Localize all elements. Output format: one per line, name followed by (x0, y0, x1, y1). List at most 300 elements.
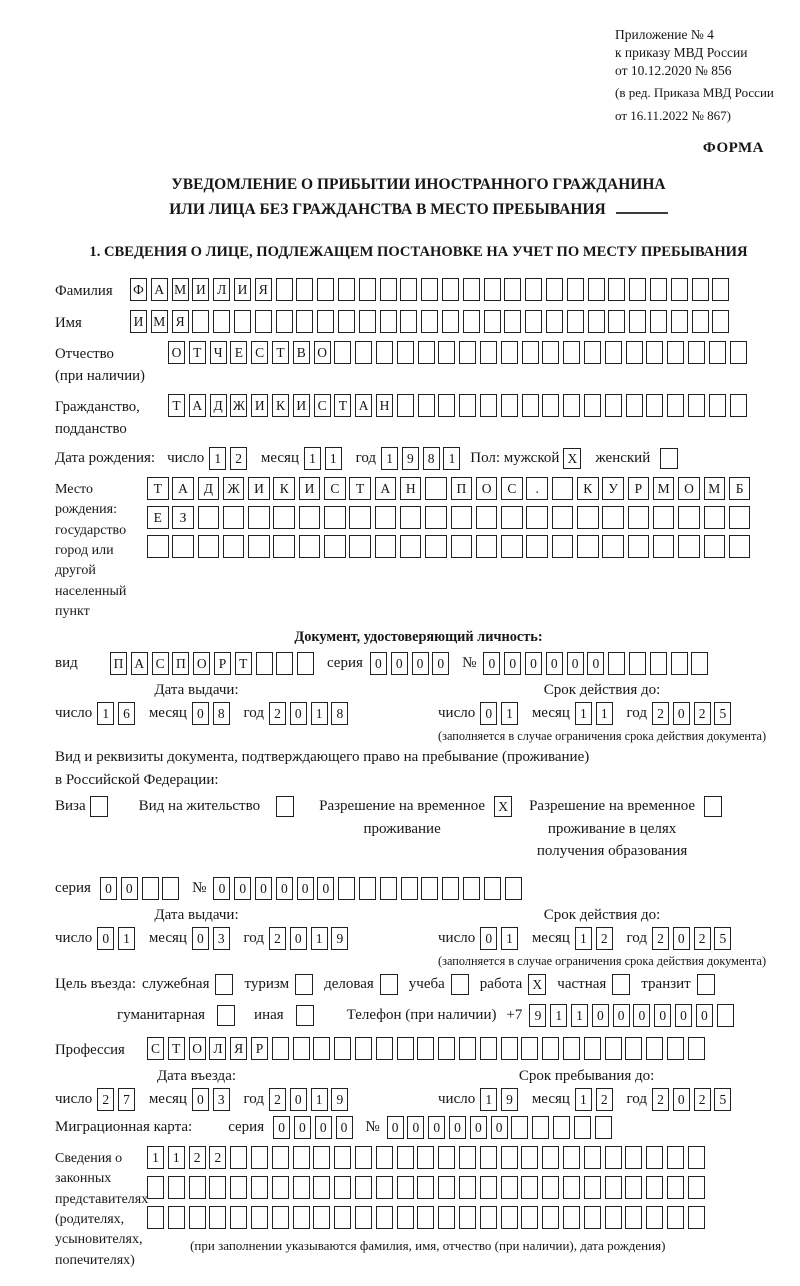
residence-series-row (55, 877, 782, 900)
sex-female-label: женский (595, 450, 651, 467)
form-title (55, 173, 782, 223)
form-cell (653, 506, 675, 529)
form-cell: О (189, 1037, 206, 1060)
form-cell (397, 1206, 414, 1229)
form-cell (313, 1146, 330, 1169)
form-cell (418, 394, 435, 417)
form-cell (248, 506, 270, 529)
form-cell (717, 1004, 734, 1027)
form-cell: 5 (714, 702, 731, 725)
form-cell: 0 (587, 652, 604, 675)
residence-series-cells[interactable] (100, 877, 183, 900)
form-cell (653, 535, 675, 558)
residence-issue-title: Дата выдачи: (154, 906, 239, 923)
stay-until-line (438, 1088, 735, 1111)
purpose-study-checkbox[interactable] (451, 974, 469, 995)
form-cell: 8 (331, 702, 348, 725)
identity-issue-day-cells[interactable] (97, 702, 139, 725)
form-cell (380, 310, 397, 333)
profession-cells[interactable] (147, 1037, 709, 1060)
residence-issue-month-cells[interactable] (192, 927, 234, 950)
option-temp-residence-checkbox[interactable]: X (494, 796, 512, 817)
form-cell: 0 (192, 1088, 209, 1111)
entry-date-col (55, 1068, 438, 1111)
birth-year-cells[interactable] (381, 447, 464, 470)
form-cell (355, 1037, 372, 1060)
form-cell (438, 1206, 455, 1229)
residence-valid-day-cells[interactable] (480, 927, 522, 950)
form-cell (334, 1037, 351, 1060)
purpose-official-label: служебная (141, 975, 210, 992)
purpose-study (409, 974, 473, 995)
doc-kind-cells[interactable] (110, 652, 318, 675)
form-cell (425, 535, 447, 558)
form-cell: А (172, 477, 194, 500)
identity-issue-col (55, 682, 438, 725)
form-cell: Ф (130, 278, 147, 301)
identity-valid-year-cells[interactable] (652, 702, 735, 725)
birth-month-cells[interactable] (304, 447, 346, 470)
representatives-label-line: Сведения о (55, 1151, 123, 1167)
option-education-line: Разрешение на временное (529, 798, 696, 815)
purpose-humanitarian-checkbox[interactable] (217, 1005, 235, 1026)
form-cell (438, 1146, 455, 1169)
form-label: ФОРМА (702, 139, 764, 156)
section1-heading: 1. СВЕДЕНИЯ О ЛИЦЕ, ПОДЛЕЖАЩЕМ ПОСТАНОВКЕ НА УЧЕТ ПО МЕСТУ ПРЕБЫВАНИЯ (89, 244, 748, 261)
entry-month-cells[interactable] (192, 1088, 234, 1111)
form-cell: 0 (370, 652, 387, 675)
birthplace-label-line: населенный пункт (55, 583, 127, 619)
residence-valid-line (438, 927, 766, 950)
profession-row (55, 1037, 782, 1061)
birthplace-cells-row3[interactable] (147, 535, 754, 558)
option-residence-permit-checkbox[interactable] (276, 796, 294, 817)
form-cell (273, 506, 295, 529)
form-cell (542, 1037, 559, 1060)
form-cell: В (293, 341, 310, 364)
doc-series-cells[interactable] (370, 652, 453, 675)
form-cell: 1 (147, 1146, 164, 1169)
purpose-tourism (244, 974, 317, 995)
citizenship-row (55, 394, 782, 440)
representatives-cells-row2[interactable] (147, 1176, 709, 1199)
purpose-work-checkbox[interactable]: X (528, 974, 546, 995)
patronymic-cells[interactable] (168, 341, 750, 364)
purpose-study-label: учеба (408, 975, 445, 992)
form-cell: 0 (276, 877, 293, 900)
form-cell (355, 1146, 372, 1169)
form-cell: 0 (290, 927, 307, 950)
purpose-private-checkbox[interactable] (612, 974, 630, 995)
form-cell: 1 (550, 1004, 567, 1027)
migration-number-cells[interactable] (387, 1116, 616, 1139)
form-cell (355, 341, 372, 364)
birthplace-label-line: государство (55, 522, 127, 538)
form-cell (712, 310, 729, 333)
form-cell (667, 1206, 684, 1229)
form-cell: С (314, 394, 331, 417)
form-cell (542, 394, 559, 417)
form-cell (650, 278, 667, 301)
surname-label: Фамилия (55, 283, 113, 300)
representatives-cells-row1[interactable] (147, 1146, 709, 1169)
form-cell: 2 (209, 1146, 226, 1169)
entry-date-line (55, 1088, 438, 1111)
form-cell (730, 341, 747, 364)
representatives-label-line: попечителях) (55, 1252, 135, 1268)
form-cell: 1 (501, 702, 518, 725)
form-cell: С (147, 1037, 164, 1060)
identity-valid-day-cells[interactable] (480, 702, 522, 725)
form-cell: Н (376, 394, 393, 417)
purpose-official-checkbox[interactable] (215, 974, 233, 995)
phone-cells[interactable] (529, 1004, 737, 1027)
form-cell: Я (230, 1037, 247, 1060)
purpose-official (142, 974, 238, 995)
option-temp-residence-education-checkbox[interactable] (704, 796, 722, 817)
form-cell (504, 278, 521, 301)
birthplace-cells-row1[interactable] (147, 477, 754, 500)
form-cell: 9 (402, 447, 419, 470)
year-label: год (626, 705, 647, 722)
purpose-row1 (55, 974, 782, 995)
purpose-business (324, 974, 402, 995)
form-cell (425, 477, 447, 500)
form-cell (563, 1206, 580, 1229)
form-cell (317, 278, 334, 301)
form-cell (417, 1146, 434, 1169)
form-cell (299, 506, 321, 529)
form-cell: Т (235, 652, 252, 675)
form-cell: А (375, 477, 397, 500)
form-cell: М (172, 278, 189, 301)
form-cell (359, 310, 376, 333)
form-cell: 0 (317, 877, 334, 900)
form-cell (376, 1206, 393, 1229)
form-cell (296, 310, 313, 333)
stay-year-cells[interactable] (652, 1088, 735, 1111)
form-cell: А (355, 394, 372, 417)
form-cell: И (130, 310, 147, 333)
form-cell (442, 278, 459, 301)
purpose-humanitarian-label: гуманитарная (117, 1006, 206, 1023)
form-cell (230, 1176, 247, 1199)
firstname-label: Имя (55, 314, 82, 331)
form-cell (525, 278, 542, 301)
form-cell: О (678, 477, 700, 500)
purpose-business-checkbox[interactable] (380, 974, 398, 995)
identity-valid-line (438, 702, 766, 725)
form-cell (313, 1176, 330, 1199)
purpose-other-checkbox[interactable] (296, 1005, 314, 1026)
form-cell: О (168, 341, 185, 364)
option-visa-checkbox[interactable] (90, 796, 108, 817)
form-cell (729, 535, 751, 558)
phone-prefix: +7 (506, 1006, 523, 1023)
representatives-label-line: законных (55, 1171, 112, 1187)
form-cell (692, 310, 709, 333)
form-cell: 0 (567, 652, 584, 675)
form-cell: Я (172, 310, 189, 333)
form-cell (625, 1206, 642, 1229)
form-cell (334, 1146, 351, 1169)
form-cell (459, 1037, 476, 1060)
representatives-label-line: усыновителях, (55, 1232, 143, 1248)
form-cell (671, 278, 688, 301)
form-cell (574, 1116, 591, 1139)
form-cell: 2 (694, 1088, 711, 1111)
doc-series-label: серия (326, 655, 363, 672)
form-cell (501, 1037, 518, 1060)
month-label: месяц (531, 929, 570, 946)
form-cell (542, 1206, 559, 1229)
form-cell (678, 506, 700, 529)
form-cell (628, 506, 650, 529)
form-cell (276, 652, 293, 675)
form-cell (162, 877, 179, 900)
form-cell (234, 310, 251, 333)
option-temp-residence-line: проживание (363, 820, 441, 837)
form-cell (667, 1176, 684, 1199)
form-cell (459, 1146, 476, 1169)
birthplace-label-line: город или другой (55, 542, 114, 579)
residence-issue-day-cells[interactable] (97, 927, 139, 950)
form-cell (355, 1206, 372, 1229)
residence-issue-year-cells[interactable] (269, 927, 352, 950)
representatives-note: (при заполнении указываются фамилия, имя, отчество (при наличии), дата рождения) (190, 1238, 666, 1254)
form-cell (691, 652, 708, 675)
form-cell (376, 1037, 393, 1060)
migration-card-label: Миграционная карта: (55, 1119, 193, 1136)
form-cell: 0 (213, 877, 230, 900)
form-cell (567, 310, 584, 333)
form-cell: 1 (575, 927, 592, 950)
form-cell (588, 278, 605, 301)
form-cell: И (248, 477, 270, 500)
form-cell: 1 (168, 1146, 185, 1169)
form-cell (338, 278, 355, 301)
form-cell (563, 1176, 580, 1199)
doc-number-label: № (462, 655, 477, 672)
form-cell (397, 341, 414, 364)
form-cell (646, 341, 663, 364)
form-cell (338, 310, 355, 333)
form-cell: 0 (483, 652, 500, 675)
form-cell: А (189, 394, 206, 417)
form-cell: О (314, 341, 331, 364)
form-cell: 0 (675, 1004, 692, 1027)
form-cell (552, 477, 574, 500)
stay-day-cells[interactable] (480, 1088, 522, 1111)
form-cell (608, 310, 625, 333)
purpose-transit-checkbox[interactable] (697, 974, 715, 995)
form-cell (376, 341, 393, 364)
form-cell: 9 (501, 1088, 518, 1111)
form-cell: 7 (118, 1088, 135, 1111)
form-cell (605, 394, 622, 417)
form-cell (501, 1176, 518, 1199)
form-cell (709, 341, 726, 364)
form-cell: 1 (209, 447, 226, 470)
purpose-tourism-checkbox[interactable] (295, 974, 313, 995)
form-cell (552, 535, 574, 558)
form-cell (563, 394, 580, 417)
form-cell (293, 1176, 310, 1199)
form-cell: 1 (97, 702, 114, 725)
sex-female-checkbox[interactable] (660, 448, 678, 469)
form-cell (729, 506, 751, 529)
form-cell (223, 535, 245, 558)
form-cell (417, 1176, 434, 1199)
form-cell (709, 394, 726, 417)
form-cell (400, 506, 422, 529)
form-cell: 0 (673, 927, 690, 950)
form-cell: У (602, 477, 624, 500)
year-label: год (626, 1091, 647, 1108)
purpose-work-label: работа (479, 975, 523, 992)
identity-valid-title: Срок действия до: (543, 682, 661, 699)
form-cell (532, 1116, 549, 1139)
form-cell (355, 1176, 372, 1199)
form-cell (172, 535, 194, 558)
identity-issue-month-cells[interactable] (192, 702, 234, 725)
form-cell (142, 877, 159, 900)
residence-valid-month-cells[interactable] (575, 927, 617, 950)
migration-number-label: № (365, 1119, 380, 1136)
residence-valid-title: Срок действия до: (543, 906, 661, 923)
form-cell: К (272, 394, 289, 417)
form-cell (629, 652, 646, 675)
form-cell: 0 (480, 927, 497, 950)
form-cell (608, 652, 625, 675)
form-cell: Н (400, 477, 422, 500)
form-cell: 0 (273, 1116, 290, 1139)
form-cell (359, 877, 376, 900)
form-cell (442, 310, 459, 333)
form-cell (526, 506, 548, 529)
year-label: год (243, 705, 264, 722)
form-cell: 0 (294, 1116, 311, 1139)
form-cell: 2 (652, 927, 669, 950)
form-cell (484, 877, 501, 900)
form-cell (400, 535, 422, 558)
form-cell: Т (189, 341, 206, 364)
form-title-line2: ИЛИ ЛИЦА БЕЗ ГРАЖДАНСТВА В МЕСТО ПРЕБЫВАНИЯ (169, 200, 606, 218)
stay-month-cells[interactable] (575, 1088, 617, 1111)
form-cell: 1 (575, 1088, 592, 1111)
entry-year-cells[interactable] (269, 1088, 352, 1111)
form-cell (198, 506, 220, 529)
residence-number-cells[interactable] (213, 877, 525, 900)
firstname-cells[interactable] (130, 310, 733, 333)
form-cell (542, 1146, 559, 1169)
form-cell (646, 1146, 663, 1169)
form-cell: Д (198, 477, 220, 500)
entry-day-cells[interactable] (97, 1088, 139, 1111)
day-label: число (55, 929, 93, 946)
form-cell: Е (230, 341, 247, 364)
day-label: число (167, 450, 205, 467)
edition-line: от 16.11.2022 № 867) (615, 107, 732, 123)
migration-series-cells[interactable] (273, 1116, 356, 1139)
purpose-other-label: иная (254, 1006, 284, 1023)
month-label: месяц (148, 1091, 187, 1108)
birthplace-cells-row2[interactable] (147, 506, 754, 529)
residence-valid-year-cells[interactable] (652, 927, 735, 950)
form-cell (521, 1146, 538, 1169)
birth-day-cells[interactable] (209, 447, 251, 470)
form-cell (678, 535, 700, 558)
sex-male-checkbox[interactable]: X (563, 448, 581, 469)
form-cell (484, 310, 501, 333)
form-cell: Т (334, 394, 351, 417)
doc-number-cells[interactable] (483, 652, 712, 675)
form-cell: 0 (491, 1116, 508, 1139)
form-cell (553, 1116, 570, 1139)
citizenship-cells[interactable] (168, 394, 750, 417)
form-cell (646, 394, 663, 417)
form-cell (476, 506, 498, 529)
form-cell (293, 1146, 310, 1169)
form-cell (334, 1206, 351, 1229)
migration-series-label: серия (228, 1119, 265, 1136)
form-cell (584, 1037, 601, 1060)
representatives-label-line: (родителях, (55, 1211, 125, 1227)
form-cell: 0 (525, 652, 542, 675)
form-cell (625, 1037, 642, 1060)
form-cell (504, 310, 521, 333)
identity-valid-month-cells[interactable] (575, 702, 617, 725)
identity-doc-row (55, 652, 782, 675)
form-cell (272, 1146, 289, 1169)
form-cell (542, 341, 559, 364)
form-cell (584, 1206, 601, 1229)
form-cell (421, 310, 438, 333)
citizenship-label-line1: Гражданство, (55, 399, 140, 416)
form-cell (223, 506, 245, 529)
form-cell (526, 535, 548, 558)
form-cell (451, 506, 473, 529)
form-cell: Т (147, 477, 169, 500)
form-cell (397, 1037, 414, 1060)
residence-issue-col (55, 907, 438, 950)
form-cell (511, 1116, 528, 1139)
citizenship-label (55, 394, 168, 440)
identity-issue-year-cells[interactable] (269, 702, 352, 725)
patronymic-label-line2: (при наличии) (55, 367, 145, 384)
representatives-cells-row3[interactable] (147, 1206, 709, 1229)
form-cell (459, 341, 476, 364)
birthdate-row (55, 447, 782, 470)
form-cell (546, 278, 563, 301)
form-cell (626, 394, 643, 417)
option-education-line: проживание в целях (547, 820, 677, 837)
purpose-business-label: деловая (324, 975, 374, 992)
option-temp-residence-line: Разрешение на временное (319, 798, 486, 815)
form-cell: 1 (325, 447, 342, 470)
form-cell: 1 (480, 1088, 497, 1111)
form-cell (334, 341, 351, 364)
birthplace-label (55, 477, 147, 622)
day-label: число (55, 1091, 93, 1108)
identity-issue-title: Дата выдачи: (154, 682, 239, 699)
form-cell (626, 341, 643, 364)
form-cell: 3 (213, 927, 230, 950)
form-cell (692, 278, 709, 301)
form-cell: 2 (596, 1088, 613, 1111)
surname-cells[interactable] (130, 278, 733, 301)
form-cell: 0 (470, 1116, 487, 1139)
